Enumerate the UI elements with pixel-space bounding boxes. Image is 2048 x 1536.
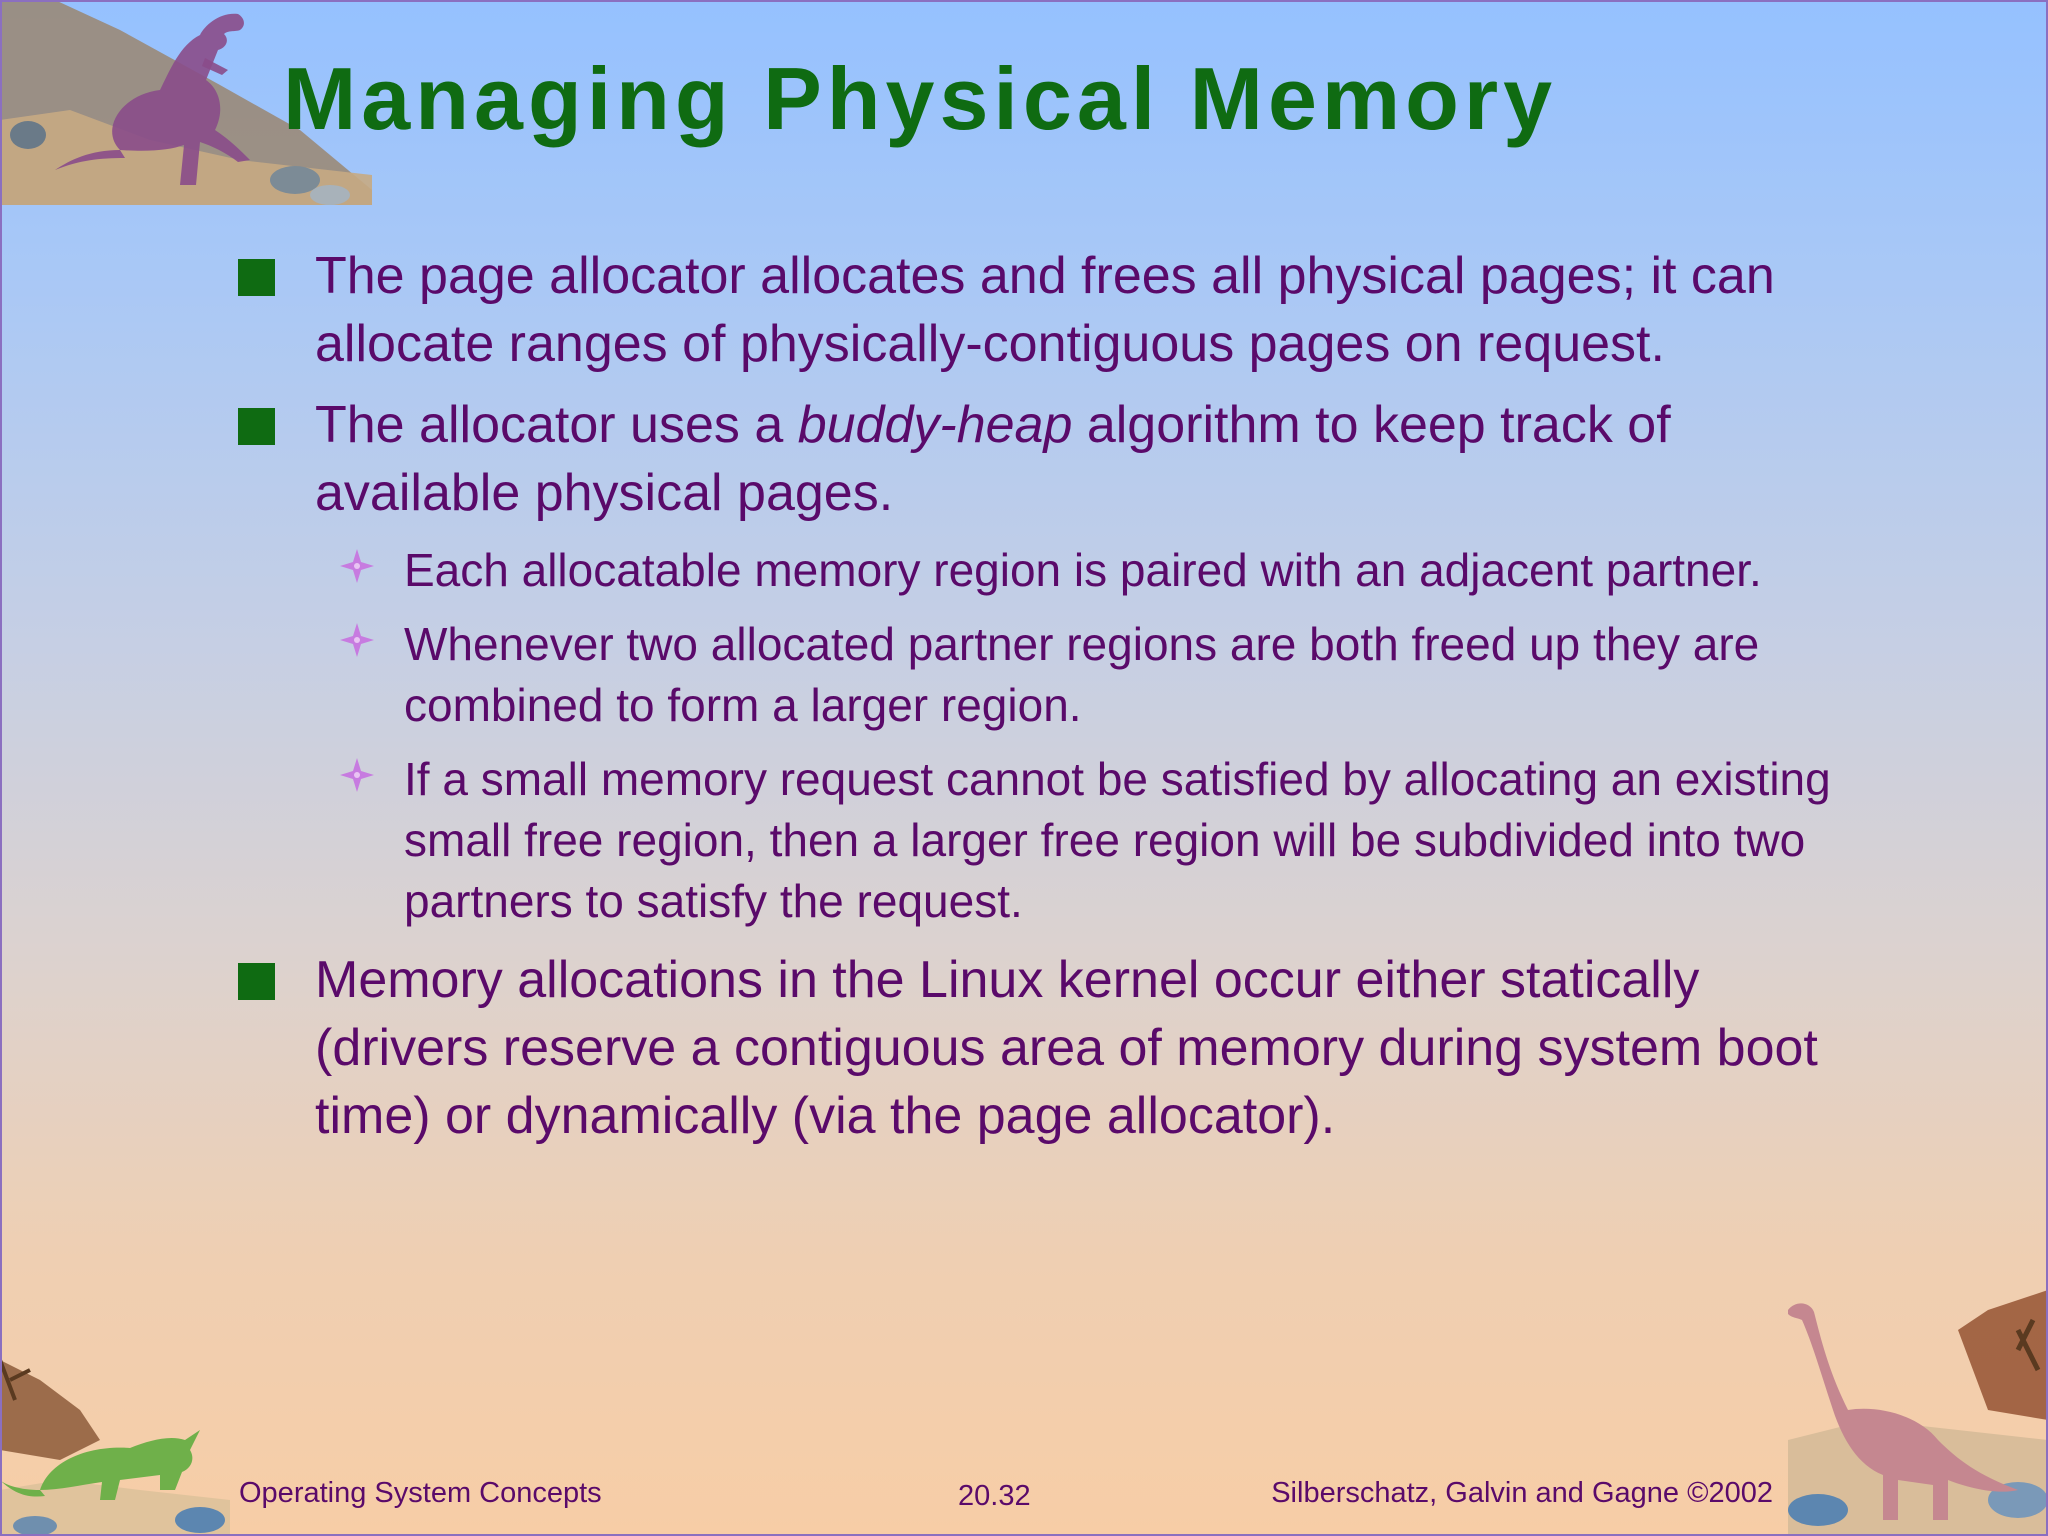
sub-bullet-text: If a small memory request cannot be satisfied by allocating an existing small free region, then a larger free region will be subdivided into two partners to satisfy the request. (404, 753, 1831, 927)
purple-diamond-star-bullet-icon (339, 622, 375, 658)
sub-bullet-item (237, 614, 1857, 736)
green-square-bullet-icon (238, 259, 275, 296)
bullet-text-before: The allocator uses a (315, 396, 798, 454)
bullet-emphasis: buddy-heap (797, 396, 1073, 454)
purple-diamond-star-bullet-icon (339, 757, 375, 793)
brontosaurus-icon (1788, 1290, 2048, 1536)
footer-course-title: Operating System Concepts (239, 1477, 602, 1509)
bullet-text-after: algorithm to keep track of available physical pages. (315, 396, 1671, 522)
slide-title: Managing Physical Memory (283, 49, 1558, 148)
triceratops-icon (0, 1340, 230, 1536)
sub-bullet-list (237, 540, 1857, 932)
sub-bullet-text: Each allocatable memory region is paired with an adjacent partner. (404, 544, 1762, 596)
sub-bullet-text: Whenever two allocated partner regions are both freed up they are combined to form a larger region. (404, 618, 1760, 731)
bullet-list (237, 242, 1857, 1163)
bullet-text: The page allocator allocates and frees all physical pages; it can allocate ranges of physically-contiguous pages on request. (315, 247, 1775, 373)
bullet-item (237, 242, 1857, 378)
bullet-text: Memory allocations in the Linux kernel occur either statically (drivers reserve a contiguous area of memory during system boot time) or dynamically (via the page allocator). (315, 951, 1818, 1145)
footer-copyright: Silberschatz, Galvin and Gagne ©2002 (1271, 1477, 1773, 1509)
bullet-item (237, 391, 1857, 527)
green-square-bullet-icon (238, 963, 275, 1000)
sub-bullet-item (237, 540, 1857, 601)
sub-bullet-item (237, 749, 1857, 932)
footer-page-number: 20.32 (958, 1480, 1031, 1512)
green-square-bullet-icon (238, 408, 275, 445)
purple-diamond-star-bullet-icon (339, 548, 375, 584)
bullet-item (237, 946, 1857, 1150)
